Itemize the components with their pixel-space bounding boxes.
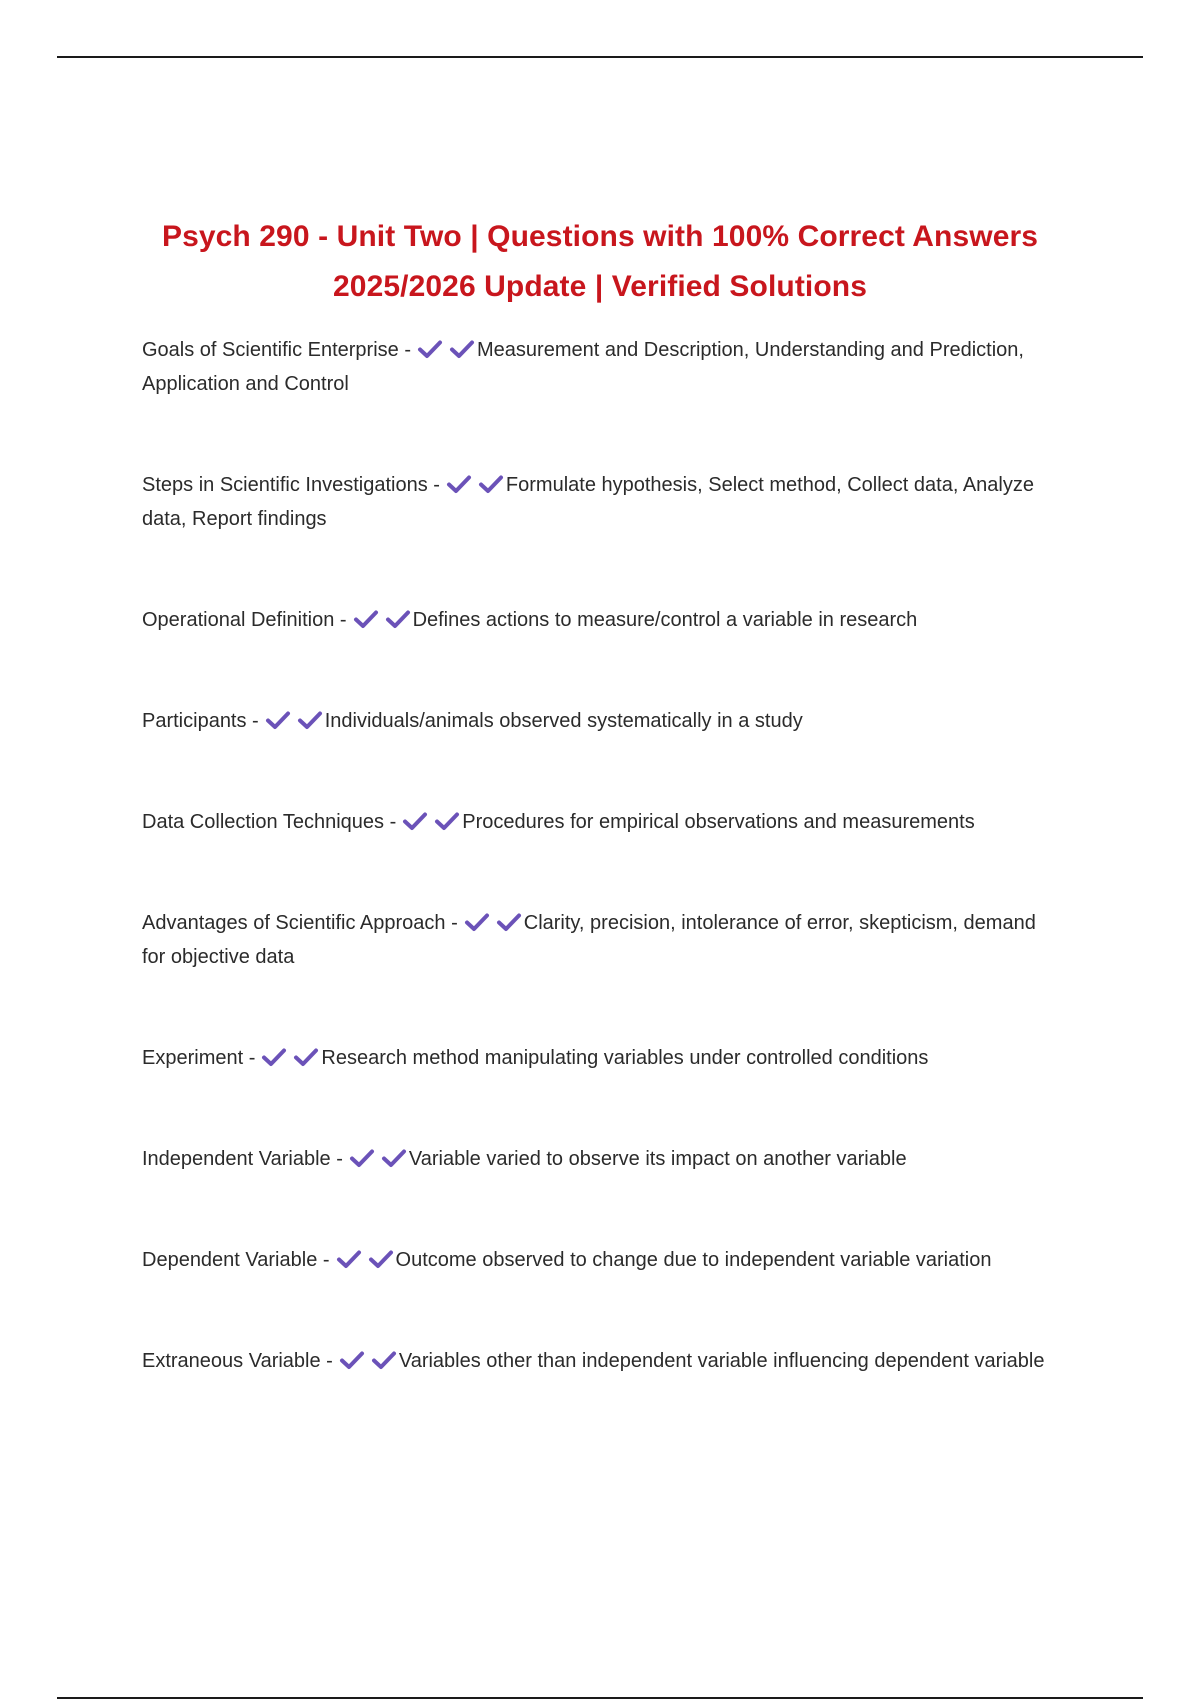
bottom-rule	[57, 1697, 1143, 1699]
term-separator: -	[317, 1249, 330, 1271]
term-text: Data Collection Techniques	[142, 811, 385, 833]
term-separator: -	[445, 912, 458, 934]
qa-item	[142, 1344, 1062, 1378]
term-text: Operational Definition	[142, 609, 335, 631]
term-separator: -	[246, 710, 259, 732]
checkmark-icon	[402, 808, 428, 828]
qa-item	[142, 603, 1062, 637]
checkmark-icon	[297, 707, 323, 727]
checkmark-icon	[464, 909, 490, 929]
term-separator: -	[398, 339, 411, 361]
term-text: Steps in Scientific Investigations	[142, 474, 428, 496]
checkmark-icon	[446, 471, 472, 491]
term-text: Advantages of Scientific Approach	[142, 912, 446, 934]
checkmark-icon	[261, 1044, 287, 1064]
term-separator: -	[330, 1148, 343, 1170]
answer-text: Procedures for empirical observations and measurements	[462, 811, 975, 833]
checkmark-icon	[381, 1145, 407, 1165]
top-rule	[57, 56, 1143, 58]
answer-text: Clarity, precision, intolerance of error, skepticism, demand for objective data	[142, 912, 1036, 968]
term-text: Goals of Scientific Enterprise	[142, 339, 399, 361]
checkmark-icon	[353, 606, 379, 626]
answer-text: Measurement and Description, Understanding and Prediction, Application and Control	[142, 339, 1024, 395]
qa-item	[142, 333, 1062, 401]
answer-text: Research method manipulating variables under controlled conditions	[321, 1047, 929, 1069]
answer-text: Outcome observed to change due to independent variable variation	[395, 1249, 992, 1271]
qa-item	[142, 906, 1062, 974]
term-separator: -	[320, 1350, 333, 1372]
document-title	[100, 212, 1100, 312]
answer-text: Defines actions to measure/control a variable in research	[412, 609, 918, 631]
term-separator: -	[427, 474, 440, 496]
term-text: Experiment	[142, 1047, 244, 1069]
checkmark-icon	[434, 808, 460, 828]
term-separator: -	[243, 1047, 256, 1069]
checkmark-icon	[293, 1044, 319, 1064]
term-text: Dependent Variable	[142, 1249, 318, 1271]
checkmark-icon	[478, 471, 504, 491]
answer-text: Formulate hypothesis, Select method, Collect data, Analyze data, Report findings	[142, 474, 1034, 530]
checkmark-icon	[265, 707, 291, 727]
qa-item	[142, 468, 1062, 536]
term-separator: -	[334, 609, 347, 631]
term-separator: -	[384, 811, 397, 833]
term-text: Participants	[142, 710, 247, 732]
answer-text: Individuals/animals observed systematically in a study	[324, 710, 803, 732]
checkmark-icon	[368, 1246, 394, 1266]
checkmark-icon	[336, 1246, 362, 1266]
answer-text: Variables other than independent variable influencing dependent variable	[398, 1350, 1045, 1372]
term-text: Independent Variable	[142, 1148, 331, 1170]
qa-item	[142, 805, 1062, 839]
title-line-2: 2025/2026 Update | Verified Solutions	[333, 270, 867, 303]
qa-item	[142, 1142, 1062, 1176]
checkmark-icon	[449, 336, 475, 356]
answer-text: Variable varied to observe its impact on another variable	[408, 1148, 907, 1170]
checkmark-icon	[339, 1347, 365, 1367]
checkmark-icon	[385, 606, 411, 626]
qa-item	[142, 1041, 1062, 1075]
checkmark-icon	[417, 336, 443, 356]
checkmark-icon	[496, 909, 522, 929]
qa-list	[142, 333, 1062, 1378]
qa-item	[142, 1243, 1062, 1277]
checkmark-icon	[371, 1347, 397, 1367]
qa-item	[142, 704, 1062, 738]
title-line-1: Psych 290 - Unit Two | Questions with 100% Correct Answers	[161, 220, 1039, 253]
term-text: Extraneous Variable	[142, 1350, 321, 1372]
checkmark-icon	[349, 1145, 375, 1165]
